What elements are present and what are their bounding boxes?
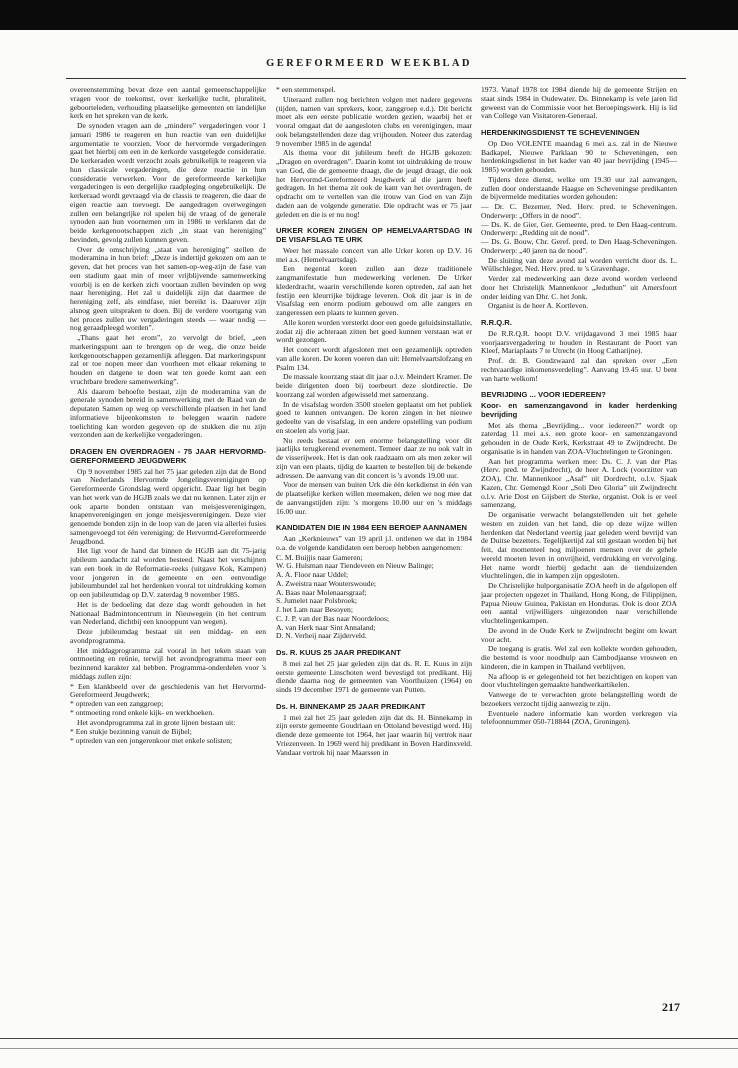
article-heading: Ds. H. BINNEKAMP 25 JAAR PREDIKANT — [276, 701, 426, 711]
paragraph: Deze jubileumdag bestaat uit een middag- en een avondprogramma. — [70, 627, 266, 645]
paragraph: Uiteraard zullen nog berichten volgen met nadere gegevens (tijden, namen van sprekers, koor, zanggroep e.d.). Dit bericht moet als een eerste publicatie worden gezien, waarbij het er vooral omgaat dat de aangesloten clubs en verenigingen, maar ook belangstellenden deze dag vrijhouden. Noteer dus zaterdag 9 november 1985 in de agenda! — [276, 94, 472, 148]
paragraph: Tijdens deze dienst, welke om 19.30 uur zal aanvangen, zullen door onderstaande Haagse en Scheveningse predikanten de bijvermelde meditaties worden gehouden: — [481, 174, 677, 202]
paragraph: De synoden vragen aan de „mindere” vergaderingen voor 1 januari 1986 te reageren en hun reactie van een duidelijke argumentatie te voorzien. Voor de hervormde vergaderingen gaat het hierbij om een in de kerkorde vastgelegde consideratie. De kerkeraden wordt verzocht zoals gebruikelijk te reageren via hun classicale vergaderingen, die deze reactie in hun consideratie verwerken. Voor de gereformeerde kerkelijke vergaderingen is een dergelijke raadpleging ongebruikelijk. De kerkeraad wordt gevraagd via de classis te reageren, die daar de eigen reactie aan toevoegt. De aangedragen overwegingen zullen een belangrijke rol spelen bij de vraag of de generale synoden aan hun voornemen om in 1986 te verklaren dat de beide kerkgenootschappen zich „in staat van hereniging” bevinden, gevolg zullen kunnen geven. — [70, 121, 266, 244]
paragraph: De Christelijke hulporganisatie ZOA heeft in de afgelopen elf jaar projecten opgezet in Thailand, Hong Kong, de Filippijnen, Papua Nieuw Guinea, Pakistan en Honduras. Ook is door ZOA een aantal vrijwilligers uitgezonden naar verschillende vluchtelingenkampen. — [481, 581, 677, 626]
paragraph: „Thans gaat het erom”, zo vervolgt de brief, „een markeringspunt aan te brengen op de weg, die onze beide kerkgenootschappen gezamenlijk afleggen. Dat markeringspunt zal er toe nopen meer dan voorheen met elkaar rekening te houden en datgene te doen wat ten goede komt aan een vruchtbare bredere samenwerking”. — [70, 333, 266, 386]
paragraph: Over de omschrijving „staat van hereniging” stellen de moderamina in hun brief: „Deze is indertijd gekozen om aan te geven, dat het proces van het samen-op-weg-zijn de fase van een stadium gaat min of meer vrijblijvende samenwerking voorbij is en de kerken zich voortaan zullen bevinden op weg naar hereniging. Het zal u duidelijk zijn dat daarmee de hereniging zelf, als eindfase, niet bereikt is. Daarover zijn alsnog geen uitspraken te doen. Bij de verdere voortgang van het proces zullen uw vergaderingen steeds — waar nodig — nog geraadpleegd worden”. — [70, 244, 266, 333]
list-item: — Ds. K. de Gier, Ger. Gemeente, pred. te Den Haag-centrum. Onderwerp: „Redding uit de nood”. — [481, 219, 677, 238]
paragraph: Verder zal medewerking aan deze avond worden verleend door het Christelijk Mannenkoor „Jeduthun” uit Amersfoort onder leiding van Dhr. C. het Jonk. — [481, 274, 677, 301]
list-item: W. G. Hulsman naar Tiendeveen en Nieuw Balinge; — [276, 561, 434, 571]
list-item: * Een klankbeeld over de geschiedenis van het Hervormd-Gereformeerd Jeugdwerk; — [70, 681, 266, 700]
paragraph: Eventuele nadere informatie kan worden verkregen via telefoonnummer 050-718844 (ZOA, Groningen). — [481, 708, 677, 727]
top-black-band — [0, 0, 738, 30]
bottom-edge — [0, 1048, 738, 1049]
header-rule — [66, 78, 686, 79]
paragraph: Nu reeds bestaat er een enorme belangstelling voor dit jaarlijks terugkerend evenement. Temeer daar ze nu ook valt in de visserijweek. Het is dan ook raadzaam om als men zeker wil zijn van een plaats, tijdig de kaarten te bestellen bij de bekende adressen. De aanvang van dit concert is 's avonds 19.00 uur. — [276, 435, 472, 480]
paragraph: 1973. Vanaf 1978 tot 1984 diende hij de gemeente Strijen en staat sinds 1984 in Oudewater. Ds. Binnekamp is vele jaren lid geweest van de Commissie voor het Beroepingswerk. Hij is lid van College van Visitatoren-Generaal. — [481, 86, 677, 121]
list-item: — Ds. G. Bouw, Chr. Geref. pred. te Den Haag-Scheveningen. Onderwerp: „40 jaren na de nood”. — [481, 237, 677, 255]
paragraph: De sluiting van deze avond zal worden verricht door ds. L. Wüllschleger, Ned. Herv. pred. te 's Gravenhage. — [481, 255, 677, 274]
paragraph: Vanwege de te verwachten grote belangstelling wordt de bezoekers verzocht tijdig aanwezig te zijn. — [481, 690, 677, 708]
list-item: S. Jumelet naar Polsbroek; — [276, 596, 357, 606]
paragraph: De massale koorzang staat dit jaar o.l.v. Meindert Kramer. De beide dirigenten doen bij toerbeurt deze slotdirectie. De koorzang zal worden afgewisseld met samenzang. — [276, 372, 472, 399]
article-heading: BEVRIJDING ... VOOR IEDEREEN? — [481, 390, 606, 400]
article-heading: Ds. R. KUUS 25 JAAR PREDIKANT — [276, 648, 401, 658]
list-item: * Een stukje bezinning vanuit de Bijbel; — [70, 727, 192, 737]
paragraph: In de visafslag worden 3500 stoelen geplaatst om het publiek goed te kunnen ontvangen. De koren zingen in het nieuwe gedeelte van de visafslag, in een andere opstelling van podium en stoelen als vorig jaar. — [276, 399, 472, 435]
paragraph: 1 mei zal het 25 jaar geleden zijn dat ds. H. Binnekamp in zijn eerste gemeente Goudriaan en Ottoland bevestigd werd. Hij diende deze gemeente tot 1964, het jaar waarin hij vertrok naar Vriezenveen. In 1969 werd hij predikant in Boven Hardinxveld. Vandaar vertrok hij naar Maarssen in — [276, 712, 472, 757]
column-3 — [481, 86, 677, 966]
bullet-list — [276, 554, 472, 642]
list-item: — Dr. C. Bezemer, Ned. Herv. pred. te Scheveningen. Onderwerp: „Offers in de nood”. — [481, 202, 677, 220]
bullet-list — [70, 728, 266, 746]
list-item: C. J. P. van der Bas naar Noordeloos; — [276, 613, 390, 623]
list-item: * optreden van een zanggroep; — [70, 699, 164, 709]
article-heading: HERDENKINGSDIENST TE SCHEVENINGEN — [481, 128, 640, 137]
paragraph: Als daarom behoefte bestaat, zijn de moderamina van de generale synoden bereid in samenwerking met de Raad van de deputaten Samen op weg op verschillende plaatsen in het land informatieve bijeenkomsten te beleggen waarin nadere toelichting kan worden gegeven op de stukken die nu zijn verzonden aan de kerkelijke vergaderingen. — [70, 386, 266, 440]
paragraph: Als thema voor dit jubileum heeft de HGJB gekozen: „Dragen en overdragen”. Daarin komt tot uitdrukking de trouw van God, die de gemeente draagt, die de jeugd draagt, die ook het Hervormd-Gereformeerd Jeugdwerk al die jaren heeft gedragen. In het thema zit ook de kant van het overdragen, de opdracht om te vertellen van die trouw van God en van Zijn daden aan de volgende generatie. Die opdracht was er 75 jaar geleden en die is er nu nog! — [276, 148, 472, 219]
paragraph: Het concert wordt afgesloten met een gezamenlijk optreden van alle koren. De koren voeren dan uit: Hemelvaartslofzang en Psalm 134. — [276, 345, 472, 372]
list-item: A. van Herk naar Sint Annaland; — [276, 622, 376, 632]
list-item: D. N. Verheij naar Zijderveld. — [276, 631, 367, 641]
list-item: * ontmoeting rond enkele kijk- en werkhoeken. — [70, 707, 215, 717]
paragraph: De toegang is gratis. Wel zal een kollekte worden gehouden, die bestemd is voor noodhulp aan Cambodjaanse vrouwen en kinderen, die in kampen in Thailand verblijven. — [481, 644, 677, 671]
article-subheading: Koor- en samenzangavond in kader herdenking bevrijding — [481, 401, 677, 419]
paragraph: Organist is de heer A. Kortleven. — [488, 301, 589, 311]
paragraph: Op 9 november 1985 zal het 75 jaar geleden zijn dat de Bond van Nederlands Hervormde Jongelingsverenigingen op Gereformeerde Grondslag werd opgericht. Daar ligt het begin van het werk van de HGJB zoals we dat nu kennen. Later zijn er ook aparte bonden ontstaan van meisjesverenigingen, knapenverenigingen en jonge meisjesverenigingen. Deze vier genoemde bonden zijn in de loop van de jaren via allerlei fusies samengevoegd tot één vereniging: de Hervormd-Gereformeerde Jeugdbond. — [70, 466, 266, 546]
article-heading: KANDIDATEN DIE IN 1984 EEN BEROEP AANNAMEN — [276, 523, 467, 533]
bullet-list — [481, 203, 677, 256]
paragraph: Het ligt voor de hand dat binnen de HGJB aan dit 75-jarig jubileum aandacht zal worden besteed. Naast het verschijnen van een boek in de Reformatie-reeks (uitgave Kok, Kampen) voor jongeren in de gemeente en een eenvoudige jubileumbundel zal het herdenken vooral tot uitdrukking komen op een jubileumdag op D.V. zaterdag 9 november 1985. — [70, 546, 266, 600]
paragraph: Een negental koren zullen aan deze traditionele zangmanifestatie hun medewerking verlenen. De Urker klederdracht, waarin verschillende koren optreden, zal aan het festijn een kleurrijke bijdrage leveren. Ook dit jaar is in de Visafslag een enorm podium gebouwd om alle zangers en zangeressen een plaats te kunnen geven. — [276, 264, 472, 318]
article-heading: URKER KOREN ZINGEN OP HEMELVAARTSDAG IN DE VISAFSLAG TE URK — [276, 226, 472, 245]
paragraph: Aan „Kerknieuws” van 19 april j.l. ontlenen we dat in 1984 o.a. de volgende kandidaten een beroep hebben aangenomen: — [276, 534, 472, 552]
paragraph: overeenstemming bevat deze een aantal gemeenschappelijke vragen voor de toekomst, over kerkelijke tucht, pluraliteit, geboorteleden, verhouding plaatselijke gemeenten en landelijke kerk en het spreken van de kerk. — [70, 86, 266, 121]
paragraph: 8 mei zal het 25 jaar geleden zijn dat ds. R. E. Kuus in zijn eerste gemeente Linschoten werd bevestigd tot predikant. Hij diende daarna nog de gemeenten van Voorthuizen (1964) en sinds 19 december 1971 de gemeente van Putten. — [276, 658, 472, 695]
bullet-list — [276, 86, 472, 95]
paragraph: Voor de mensen van buiten Urk die één kerkdienst in één van de plaatselijke kerken willen meemaken, delen we nog mee dat de aanvangstijden zijn: 's morgens 10.00 uur en 's middags 16.00 uur. — [276, 480, 472, 516]
article-heading: DRAGEN EN OVERDRAGEN - 75 JAAR HERVORMD-GEREFORMEERD JEUGDWERK — [70, 447, 266, 465]
paragraph: De R.R.Q.R. hoopt D.V. vrijdagavond 3 mei 1985 haar voorjaarsvergadering te houden in Restaurant de Poort van Kleef, Mariaplaats 7 te Utrecht (in Hoog Catharijne). — [481, 328, 677, 356]
paragraph: De avond in de Oude Kerk te Zwijndrecht begint om kwart voor acht. — [481, 625, 677, 644]
article-heading: R.R.Q.R. — [481, 318, 512, 328]
paragraph: Met als thema „Bevrijding... voor iedereen?” wordt op zaterdag 11 mei a.s. een grote koor- en samenzangavond gehouden in de Oude Kerk, Kerkstraat 49 te Zwijndrecht. De organisatie is in handen van ZOA-Vluchtelingen te Groningen. — [481, 420, 677, 456]
list-item: A. Baas naar Molenaarsgraaf; — [276, 587, 367, 597]
list-item: * een stemmenspel. — [276, 86, 336, 94]
paragraph: Na afloop is er gelegenheid tot het bezichtigen en kopen van door vluchtelingen gemaakte handwerkartikelen. — [481, 671, 677, 690]
list-item: * optreden van een jongerenkoor met enkele solisten; — [70, 736, 233, 746]
paragraph: Het is de bedoeling dat deze dag wordt gehouden in het Nationaal Badmintoncentrum in Nieuwegein (in het centrum van Nederland, dichtbij een knooppunt van wegen). — [70, 599, 266, 627]
list-item: A. A. Floor naar Uddel; — [276, 570, 349, 580]
paragraph: Weer het massale concert van alle Urker koren op D.V. 16 mei a.s. (Hemelvaartsdag). — [276, 245, 472, 264]
list-item: A. Zweistra naar Wouterswoude; — [276, 578, 377, 588]
bullet-list — [70, 683, 266, 718]
page-number: 217 — [662, 1000, 680, 1014]
list-item: C. M. Buijjis naar Gameren; — [276, 552, 363, 562]
paragraph: De organisatie verwacht belangstellenden uit het gehele westen en zuiden van het land, die op deze wijze willen herdenken dat Nederland veertig jaar geleden werd bevrijd van de Duitse bezetters. Tegelijkertijd zal stil gestaan worden bij het feit, dat momenteel nog miljoenen mensen over de gehele wereld moeten leven in onvrijheid, verdrukking en vervolging. Het name wordt hierbij gedacht aan de tienduizenden vluchtelingen, die in kampen zijn opgesloten. — [481, 510, 677, 581]
paragraph: Op Deo VOLENTE maandag 6 mei a.s. zal in de Nieuwe Badkapel, Nieuwe Parklaan 90 te Scheveningen, een herdenkingsdienst in het kader van 40 jaar bevrijding (1945—1985) worden gehouden. — [481, 138, 677, 175]
paragraph: Prof. dr. B. Goudzwaard zal dan spreken over „Een rechtvaardige inkomensverdeling”. Aanvang 19.45 uur. U bent van harte welkom! — [481, 356, 677, 383]
paragraph: Het middagprogramma zal vooral in het teken staan van ontmoeting en reünie, terwijl het avondprogramma meer een bezinnend karakter zal hebben. Programma-onderdelen voor 's middags zullen zijn: — [70, 645, 266, 681]
paragraph: Het avondprogramma zal in grote lijnen bestaan uit: — [77, 717, 236, 727]
running-header: GEREFORMEERD WEEKBLAD — [266, 58, 472, 69]
bottom-rule — [0, 1038, 738, 1039]
paragraph: Alle koren worden versterkt door een goede geluidsinstallatie, zodat zij die achteraan zitten het goed kunnen verstaan wat er wordt gezongen. — [276, 317, 472, 345]
list-item: J. het Lam naar Besoyen; — [276, 605, 353, 615]
column-2 — [276, 86, 472, 966]
column-1 — [70, 86, 266, 952]
paragraph: Aan het programma werken mee: Ds. C. J. van der Plas (Herv. pred. te Zwijndrecht), de heer A. Lock (voorzitter van ZOA), Chr. Mannenkoor „Asaf” uit Dordrecht, o.l.v. Sjaak Kazen, Chr. Gemengd Koor „Soli Deo Gloria” uit Zwijndrecht o.l.v. Arie Dost en Gijsbert de Sterke, organist. Ook is er veel samenzang. — [481, 456, 677, 510]
